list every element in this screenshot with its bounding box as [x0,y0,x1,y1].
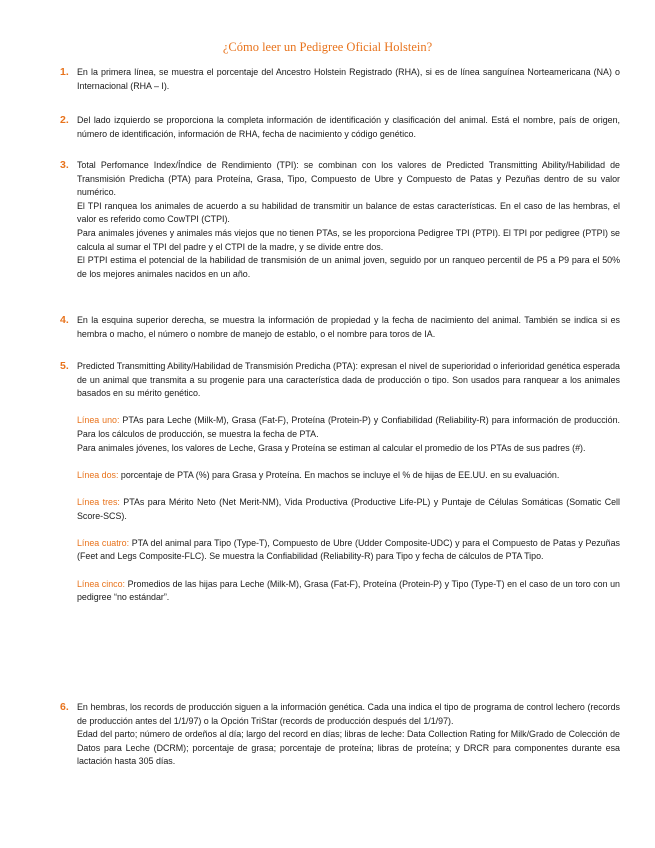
list-item-4 [60,314,620,341]
item-paragraph: En la esquina superior derecha, se muestra la información de propiedad y la fecha de nacimiento del animal. También se indica si es hembra o macho, el número o nombre de manejo de establo, o el nombre para toros de IA. [77,315,620,339]
item-paragraph: En hembras, los records de producción siguen a la información genética. Cada una indica el tipo de programa de control lechero (records de producción antes del 1/1/97) o la Opción TriStar (records de producción después del 1/1/97). [77,702,620,726]
item-number: 3. [60,159,69,171]
item-paragraph: El PTPI estima el potencial de la habilidad de transmisión de un animal joven, seguido por un ranqueo percentil de P5 a P9 para el 50% de los mejores animales nacidos en un año. [77,255,620,279]
item-paragraph: En la primera línea, se muestra el porcentaje del Ancestro Holstein Registrado (RHA), si es de línea sanguínea Norteamericana (NA) o Internacional (RHA – I). [77,67,620,91]
item-paragraph: Edad del parto; número de ordeños al día; largo del record en días; libras de leche: Data Collection Rating for Milk/Grado de Colección de Datos para Leche (DCRM); porcentaje de grasa; porcentaje de proteína; libras de proteína; y DRCR para componentes durante esa lactación hasta 305 días. [77,729,620,767]
line-label: Línea uno: [77,415,120,426]
list-item-1 [60,66,620,93]
item-number: 2. [60,114,69,126]
item-intro: Predicted Transmitting Ability/Habilidad de Transmisión Predicha (PTA): expresan el nivel de superioridad o inferioridad genética esperada de un animal que transmita a su progenie para una característica dada de producción o tipo. Son usados para ranquear a los animales basados en su mérito genético. [77,361,620,399]
line-one-extra: Para animales jóvenes, los valores de Leche, Grasa y Proteína se estiman al calcular el promedio de los PTAs de sus padres (#). [77,442,586,453]
list-item-6 [60,701,620,769]
list-item-2 [60,114,620,141]
item-paragraph: Del lado izquierdo se proporciona la completa información de identificación y clasificación del animal. Está el nombre, país de origen, número de identificación, información de RHA, fecha de nacimiento y código genético. [77,115,620,139]
line-text: PTAs para Mérito Neto (Net Merit-NM), Vida Productiva (Productive Life-PL) y Puntaje de Células Somáticas (Somatic Cell Score-SCS). [77,496,621,521]
item-paragraph: Total Perfomance Index/Índice de Rendimiento (TPI): se combinan con los valores de Predicted Transmitting Ability/Habilidad de Transmisión Predicha (PTA) para Proteína, Grasa, Tipo, Compuesto de Ubre y Compuesto de Patas y Pezuñas dentro de su valor numérico. [77,160,620,198]
item-number: 4. [60,314,69,326]
line-text: porcentaje de PTA (%) para Grasa y Proteína. En machos se incluye el % de hijas de EE.UU. en su evaluación. [118,469,560,480]
line-label: Línea cinco: [77,578,125,589]
line-five [77,578,620,605]
item-paragraph: El TPI ranquea los animales de acuerdo a su habilidad de transmitir un balance de estas características. En el caso de las hembras, el valor es referido como CowTPI (CTPI). [77,200,620,225]
line-label: Línea dos: [77,469,119,480]
item-number: 5. [60,360,69,372]
document-title: ¿Cómo leer un Pedigree Oficial Holstein? [222,40,433,54]
line-text: PTAs para Leche (Milk-M), Grasa (Fat-F), Proteína (Protein-P) y Confiabilidad (Reliability-R) para información de producción. Para los cálculos de producción, se muestra la fecha de PTA. [77,415,620,439]
line-one [77,414,620,441]
item-paragraph: Para animales jóvenes y animales más viejos que no tienen PTAs, se les proporciona Pedigree TPI (PTPI). El TPI por pedigree (PTPI) se calcula al sumar el TPI del padre y el CTPI de la madre, y se divide entre dos. [77,227,620,252]
line-three [77,496,620,523]
line-label: Línea tres: [77,496,120,507]
list-item-5 [60,360,620,605]
line-label: Línea cuatro: [77,537,130,548]
line-text: PTA del animal para Tipo (Type-T), Compuesto de Ubre (Udder Composite-UDC) y para el Compuesto de Patas y Pezuñas (Feet and Legs Composite-FLC). Se muestra la Confiabilidad (Reliability-R) para Tipo y fecha de cálculos de PTA Tipo. [77,537,620,562]
line-four [77,537,620,564]
list-item-3 [60,159,620,281]
line-two [77,469,620,483]
item-number: 6. [60,701,69,713]
item-number: 1. [60,66,69,78]
line-text: Promedios de las hijas para Leche (Milk-M), Grasa (Fat-F), Proteína (Protein-P) y Tipo (Type-T) en el caso de un toro con un pedigree “no estándar”. [77,578,620,603]
